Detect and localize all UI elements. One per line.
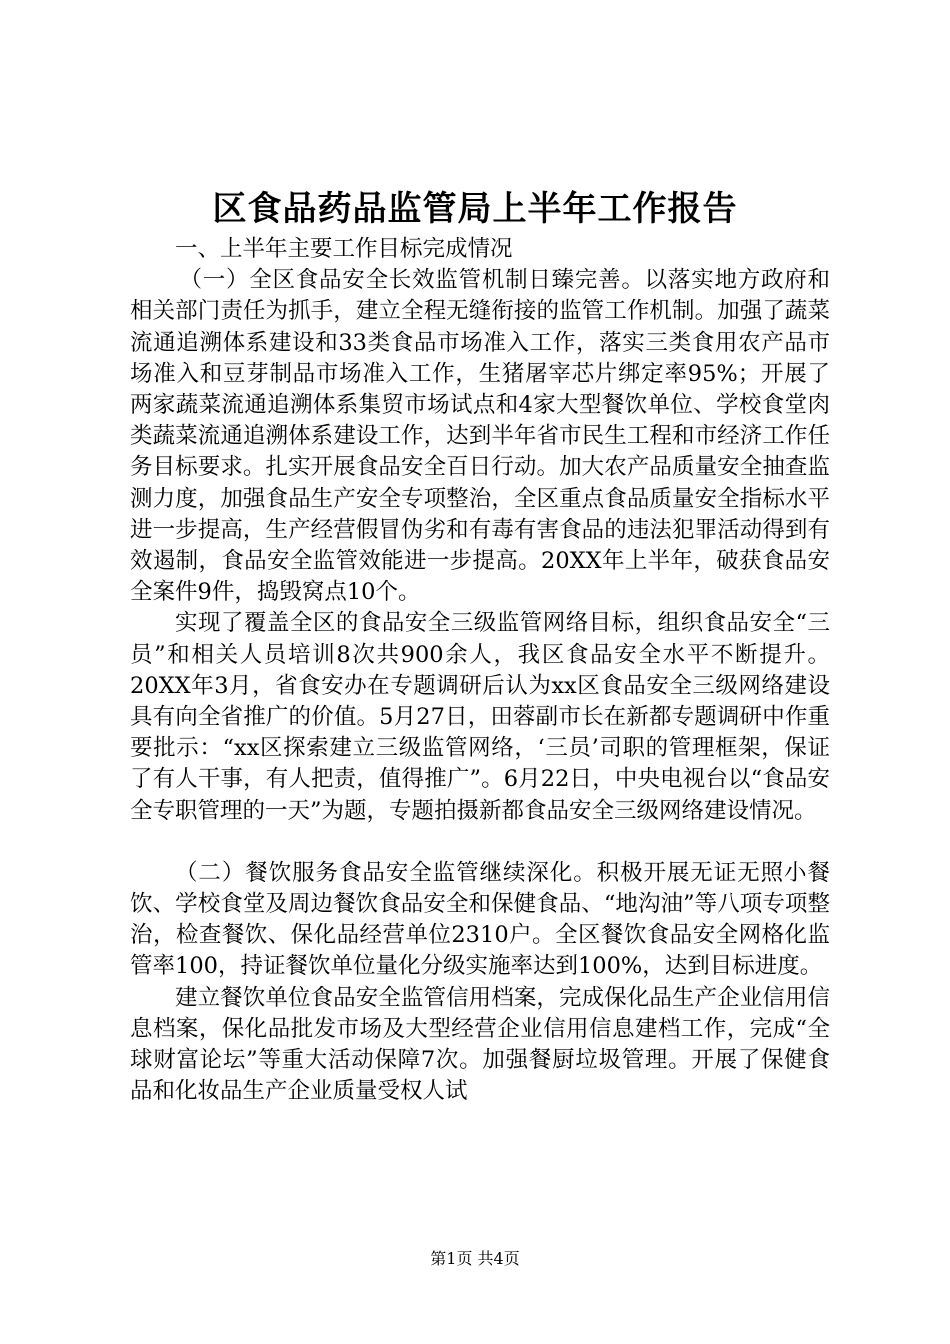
section-heading: 一、上半年主要工作目标完成情况: [175, 236, 513, 262]
paragraph-spacer: [130, 827, 830, 858]
paragraph: 建立餐饮单位食品安全监管信用档案，完成保化品生产企业信用信息档案，保化品批发市场及大型经营企业信用信息建档工作，完成“全球财富论坛”等重大活动保障7次。加强餐厨垃圾管理。开展了保健食品和化妆品生产企业质量受权人试: [130, 984, 830, 1105]
page-number: 第1页 共4页: [430, 1249, 520, 1268]
document-body: [130, 234, 830, 1107]
paragraph: （一）全区食品安全长效监管机制日臻完善。以落实地方政府和相关部门责任为抓手，建立全程无缝衔接的监管工作机制。加强了蔬菜流通追溯体系建设和33类食品市场准入工作，落实三类食用农产品市场准入和豆芽制品市场准入工作，生猪屠宰芯片绑定率95%；开展了两家蔬菜流通追溯体系集贸市场试点和4家大型餐饮单位、学校食堂肉类蔬菜流通追溯体系建设工作，达到半年省市民生工程和市经济工作任务目标要求。扎实开展食品安全百日行动。加大农产品质量安全抽查监测力度，加强食品生产安全专项整治，全区重点食品质量安全指标水平进一步提高，生产经营假冒伪劣和有毒有害食品的违法犯罪活动得到有效遏制，食品安全监管效能进一步提高。20XX年上半年，破获食品安全案件9件，捣毁窝点10个。: [130, 267, 830, 606]
paragraph: 实现了覆盖全区的食品安全三级监管网络目标，组织食品安全“三员”和相关人员培训8次共900余人，我区食品安全水平不断提升。20XX年3月，省食安办在专题调研后认为xx区食品安全三级网络建设具有向全省推广的价值。5月27日，田蓉副市长在新都专题调研中作重要批示：“xx区探索建立三级监管网络，‘三员’司职的管理框架，保证了有人干事，有人把责，值得推广”。6月22日，中央电视台以“食品安全专职管理的一天”为题，专题拍摄新都食品安全三级网络建设情况。: [130, 610, 830, 824]
page-title: 区食品药品监管局上半年工作报告: [212, 189, 738, 229]
paragraph: （二）餐饮服务食品安全监管继续深化。积极开展无证无照小餐饮、学校食堂及周边餐饮食品安全和保健食品、“地沟油”等八项专项整治，检查餐饮、保化品经营单位2310户。全区餐饮食品安全网格化监管率100，持证餐饮单位量化分级实施率达到100%，达到目标进度。: [130, 859, 830, 980]
